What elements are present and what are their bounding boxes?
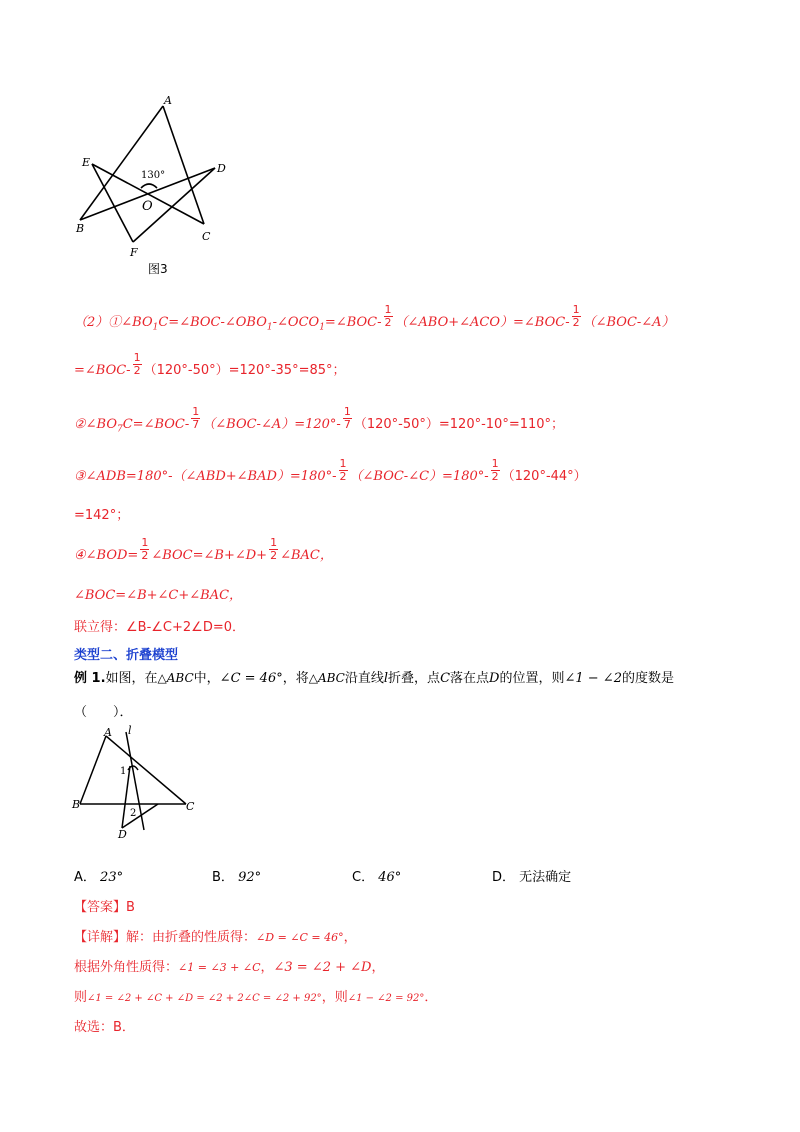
solution-line-4: ③∠ADB=180°-（∠ABD+∠BAD）=180°- $\frac{1}{2}$ （∠BOC-∠C）=180°- $\frac{1}{2}$ （120°-44°） (74, 457, 587, 484)
fraction-half: $\frac{1}{2}$ (339, 457, 347, 483)
solution-line-2: =∠BOC- $\frac{1}{2}$ （120°-50°）=120°-35°=85°； (74, 351, 346, 378)
fold-label-l: l (128, 724, 132, 737)
fig3-angle-label: 130° (141, 170, 166, 181)
fold-figure-diagram (70, 724, 210, 844)
fraction-half: $\frac{1}{2}$ (572, 303, 580, 329)
fig3-label-o: O (142, 199, 153, 214)
fraction-seventh: $\frac{1}{7}$ (192, 405, 200, 431)
example-1-blank: （ ）． (74, 705, 133, 720)
angle-arc (141, 184, 157, 188)
solution-line-6: ④∠BOD= $\frac{1}{2}$ ∠BOC=∠B+∠D+ $\frac{1}{2}$ ∠BAC， (74, 536, 333, 563)
figure-3-diagram (70, 92, 240, 282)
fraction-half: $\frac{1}{2}$ (384, 303, 392, 329)
solution-line-7: ∠BOC=∠B+∠C+∠BAC， (74, 588, 243, 603)
figure-3-caption: 图3 (148, 262, 168, 276)
fold-label-a: A (104, 726, 112, 739)
option-d: D． 无法确定 (492, 870, 572, 885)
fold-label-c: C (186, 800, 195, 813)
detail-line-4: 故选：B． (74, 1020, 135, 1035)
solution-line-3: $②\angle BO_7C=\angle BOC-$ $\frac{1}{7}$ （∠BOC-∠A）=120°- $\frac{1}{7}$ （120°-50°）=120°-10°=110°； (74, 405, 565, 435)
fig3-label-d: D (217, 162, 226, 175)
fig3-label-f: F (130, 246, 138, 259)
fold-label-1: 1 (120, 766, 127, 777)
solution-line-8: 联立得：∠B-∠C+2∠D=0． (74, 620, 245, 635)
line-a-c (106, 736, 186, 804)
answer-line: 【答案】B (74, 900, 135, 915)
fig3-label-e: E (82, 156, 91, 169)
option-b: B． 92° (212, 870, 262, 885)
fraction-half: $\frac{1}{2}$ (133, 351, 141, 377)
solution-line-1: $(2)①\angle BO_1C=\angle BOC-\angle OBO_1-\angle OCO_1=\angle BOC-$ $\frac{1}{2}$ （∠ABO+∠ACO）=∠BOC- $\frac{1}{2}$ （∠BOC-∠A） (74, 303, 675, 333)
fold-label-b: B (72, 798, 81, 811)
option-a: A． 23° (74, 870, 124, 885)
fig3-label-c: C (202, 230, 211, 243)
detail-line-1: 【详解】解：由折叠的性质得：∠D = ∠C = 46°， (74, 930, 357, 945)
detail-line-3: 则∠1 = ∠2 + ∠C + ∠D = ∠2 + 2∠C = ∠2 + 92°，则∠1 − ∠2 = 92°． (74, 990, 438, 1005)
fraction-half: $\frac{1}{2}$ (141, 536, 149, 562)
solution-line-5: =142°； (74, 508, 130, 523)
option-c: C． 46° (352, 870, 402, 885)
example-1-question: 例 1.如图，在△ABC中，∠C = 46°，将△ABC沿直线l折叠，点C落在点D的位置，则∠1 − ∠2的度数是 (74, 671, 674, 686)
fig3-label-b: B (76, 222, 85, 235)
fraction-seventh: $\frac{1}{7}$ (343, 405, 351, 431)
section-title: 类型二、折叠模型 (74, 648, 179, 663)
detail-line-2: 根据外角性质得：∠1 = ∠3 + ∠C，∠3 = ∠2 + ∠D， (74, 960, 385, 975)
fold-label-2: 2 (130, 808, 137, 819)
fraction-half: $\frac{1}{2}$ (491, 457, 499, 483)
fold-label-d: D (118, 828, 127, 841)
line-a-c (163, 106, 204, 224)
line-a-b (80, 736, 106, 804)
fraction-half: $\frac{1}{2}$ (270, 536, 278, 562)
fig3-label-a: A (164, 94, 172, 107)
